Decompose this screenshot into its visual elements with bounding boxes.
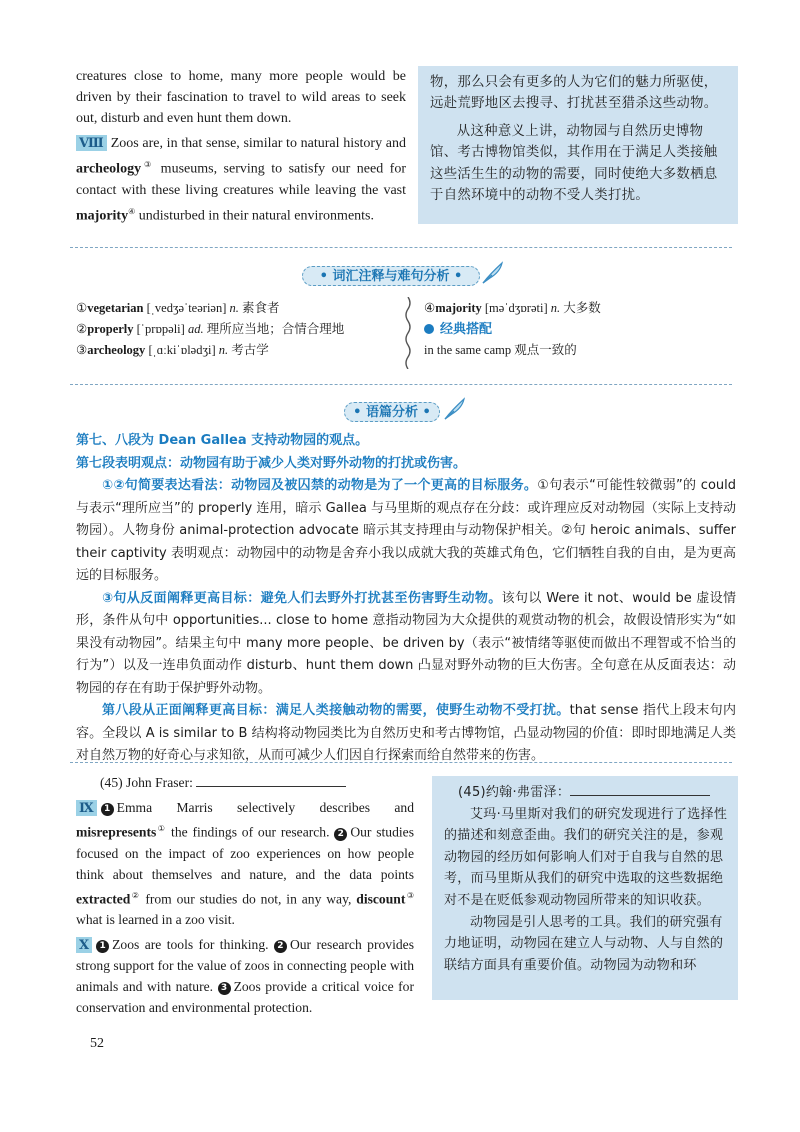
column-divider-ornament xyxy=(403,297,413,369)
analysis-banner-title: • 语篇分析 • xyxy=(344,402,440,422)
analysis-banner xyxy=(0,400,800,424)
page-number: 52 xyxy=(90,1036,104,1051)
bottom-english-column xyxy=(76,772,414,1018)
quill-icon xyxy=(480,260,506,286)
top-english-column xyxy=(76,66,406,226)
divider xyxy=(70,762,732,763)
para7-continuation: creatures close to home, many more people would be driven by their fascination to travel to wild areas to seek out, disturb and even hunt them down. xyxy=(76,69,406,126)
vocab-banner-title: • 词汇注释与难句分析 • xyxy=(302,266,480,286)
analysis-p2: ③句从反面阐释更高目标：避免人们去野外打扰甚至伤害野生动物。该句以 Were it not、would be 虚设情形，条件从句中 opportunities... close to home 意指动物园为大众提供的观赏动物的机会，故假设情形实为“如果没有动物园”。结果主句中 many more people、be driven by（表示“被情绪等驱使而做出不理智或不恰当的行为”）以及一连串负面动作 disturb、hunt them down 凸显对野外动物的巨大伤害。全句意在从反面表达：动物园的存在有助于保护野外动物。 xyxy=(76,590,736,696)
divider xyxy=(70,247,732,248)
translation-label-en: (45) John Fraser: xyxy=(76,772,414,793)
vocab-majority: majority xyxy=(76,208,129,224)
vocab-misrepresents: misrepresents xyxy=(76,824,157,840)
vocab-item: ①vegetarian [ˌvedʒəˈteəriən] n. 素食者 xyxy=(76,301,280,315)
divider xyxy=(70,384,732,385)
translation-p3: 艾玛·马里斯对我们的研究发现进行了选择性的描述和刻意歪曲。我们的研究关注的是，参观动物园的经历如何影响人们对于自我与自然的思考，而马里斯从我们的研究中选取的这些数据绝对不是在贬低参观动物园所带来的知识收获。 xyxy=(444,806,728,908)
analysis-p3: 第八段从正面阐释更高目标：满足人类接触动物的需要，使野生动物不受打扰。that sense 指代上段末句内容。全段以 A is similar to B 结构将动物园类比为自然历史和考古博物馆，凸显动物园的价值：即时即地满足人类对自然万物的好奇心与求知欲，从而可减少人们因自行探索而给自然带来的伤害。 xyxy=(76,703,736,763)
vocab-item: ③archeology [ˌɑːkiˈɒlədʒi] n. 考古学 xyxy=(76,343,269,357)
translation-label-cn: (45)约翰·弗雷泽： xyxy=(444,782,730,804)
top-translation-box xyxy=(418,66,738,224)
answer-blank[interactable] xyxy=(196,786,346,787)
translation-p1: 物，那么只会有更多的人为它们的魅力所驱使，远赴荒野地区去搜寻、打扰甚至猎杀这些动物。 xyxy=(430,75,718,112)
vocab-archeology: archeology xyxy=(76,161,142,177)
para9: Ⅸ 1 Emma Marris selectively describes and misrepresents① the findings of our research. 2 Our studies focused on the impact of zoo experiences on how people think about themselves and nature, and the data points extracted② from our studies do not, in any way, discount③ what is learned in a zoo visit. xyxy=(76,800,415,928)
analysis-text xyxy=(76,430,736,768)
bullet-icon xyxy=(424,324,434,334)
analysis-line1: 第七、八段为 Dean Gallea 支持动物园的观点。 xyxy=(76,433,369,448)
analysis-line2: 第七段表明观点：动物园有助于减少人类对野外动物的打扰或伤害。 xyxy=(76,455,467,471)
para10-marker: Ⅹ xyxy=(76,937,92,953)
vocab-extracted: extracted xyxy=(76,891,131,907)
vocab-item: ②properly [ˈprɒpəli] ad. 理所应当地；合情合理地 xyxy=(76,322,345,336)
para10: Ⅹ 1 Zoos are tools for thinking. 2 Our research provides strong support for the value of zoos in connecting people with animals and with nature. 3 Zoos provide a critical voice for conservation and environmental protection. xyxy=(76,937,414,1016)
translation-p4: 动物园是引人思考的工具。我们的研究强有力地证明，动物园在建立人与动物、人与自然的联结方面具有重要价值。动物园为动物和环 xyxy=(444,914,724,973)
para9-marker: Ⅸ xyxy=(76,800,97,816)
para8-marker: Ⅷ xyxy=(76,135,107,151)
quill-icon xyxy=(442,396,468,422)
vocab-banner xyxy=(0,264,800,288)
para8: Ⅷ Zoos are, in that sense, similar to natural history and archeology③ museums, serving to satisfy our need for contact with these living creatures while leaving the vast majority④ undisturbed in their natural environments. xyxy=(76,135,406,224)
bottom-translation-box xyxy=(432,776,738,1000)
translation-p2: 从这种意义上讲，动物园与自然历史博物馆、考古博物馆类似，其作用在于满足人类接触这些活生生的动物的需要，同时使绝大多数栖息于自然环境中的动物不受人类打扰。 xyxy=(430,123,718,204)
analysis-p1: ①②句简要表达看法：动物园及被囚禁的动物是为了一个更高的目标服务。①句表示“可能性较微弱”的 could 与表示“理所应当”的 properly 连用，暗示 Gallea 与马里斯的观点存在分歧：或许理应反对动物园（实际上支持动物园）。人物身份 animal-protection advocate 暗示其支持理由与动物保护相关。②句 heroic animals、suffer their captivity 表明观点：动物园中的动物是舍弃小我以成就大我的英雄式角色，它们牺牲自我的自由，是为更高远的目标服务。 xyxy=(76,478,737,583)
vocab-discount: discount xyxy=(356,891,406,907)
answer-blank-cn[interactable] xyxy=(570,795,710,796)
vocab-list-left xyxy=(76,298,396,361)
collocation-item: in the same camp 观点一致的 xyxy=(424,343,577,357)
collocation-title: 经典搭配 xyxy=(424,319,734,340)
vocab-item: ④majority [məˈdʒɒrəti] n. 大多数 xyxy=(424,301,601,315)
vocab-list-right xyxy=(424,298,734,361)
